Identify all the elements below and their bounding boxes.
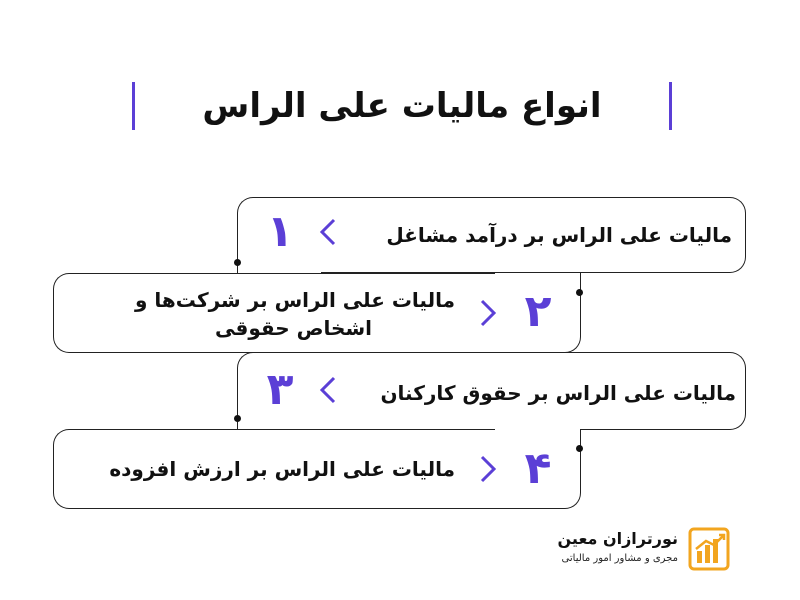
page-title-block (132, 82, 672, 132)
brand-tagline: مجری و مشاور امور مالیاتی (561, 553, 678, 564)
item-3-number: ۳ (266, 364, 294, 415)
item-3-label: مالیات علی الراس بر حقوق کارکنان (380, 381, 736, 405)
item-2-chevron-icon (480, 299, 496, 327)
item-2-label-box (53, 273, 496, 353)
brand-name: نورترازان معین (557, 529, 678, 548)
item-4-chevron-icon (480, 455, 496, 483)
item-1-chevron-icon (320, 218, 336, 246)
item-1-label: مالیات علی الراس بر درآمد مشاغل (386, 223, 732, 247)
title-right-bar (669, 82, 672, 130)
item-2-label-line1: مالیات علی الراس بر شرکت‌ها و (135, 288, 455, 312)
item-4-number: ۴ (524, 443, 552, 494)
brand-logo (557, 525, 740, 575)
item-1-number: ۱ (266, 206, 294, 257)
page-title: انواع مالیات علی الراس (202, 86, 602, 126)
item-2-number: ۲ (524, 286, 552, 337)
item-3-dot (234, 415, 241, 422)
item-3-chevron-icon (320, 376, 336, 404)
item-2-dot (576, 289, 583, 296)
item-1-dot (234, 259, 241, 266)
item-4-label: مالیات علی الراس بر ارزش افزوده (109, 457, 455, 481)
item-2-label-line2: اشخاص حقوقی (215, 316, 372, 340)
item-4-dot (576, 445, 583, 452)
brand-logo-icon (688, 527, 732, 571)
